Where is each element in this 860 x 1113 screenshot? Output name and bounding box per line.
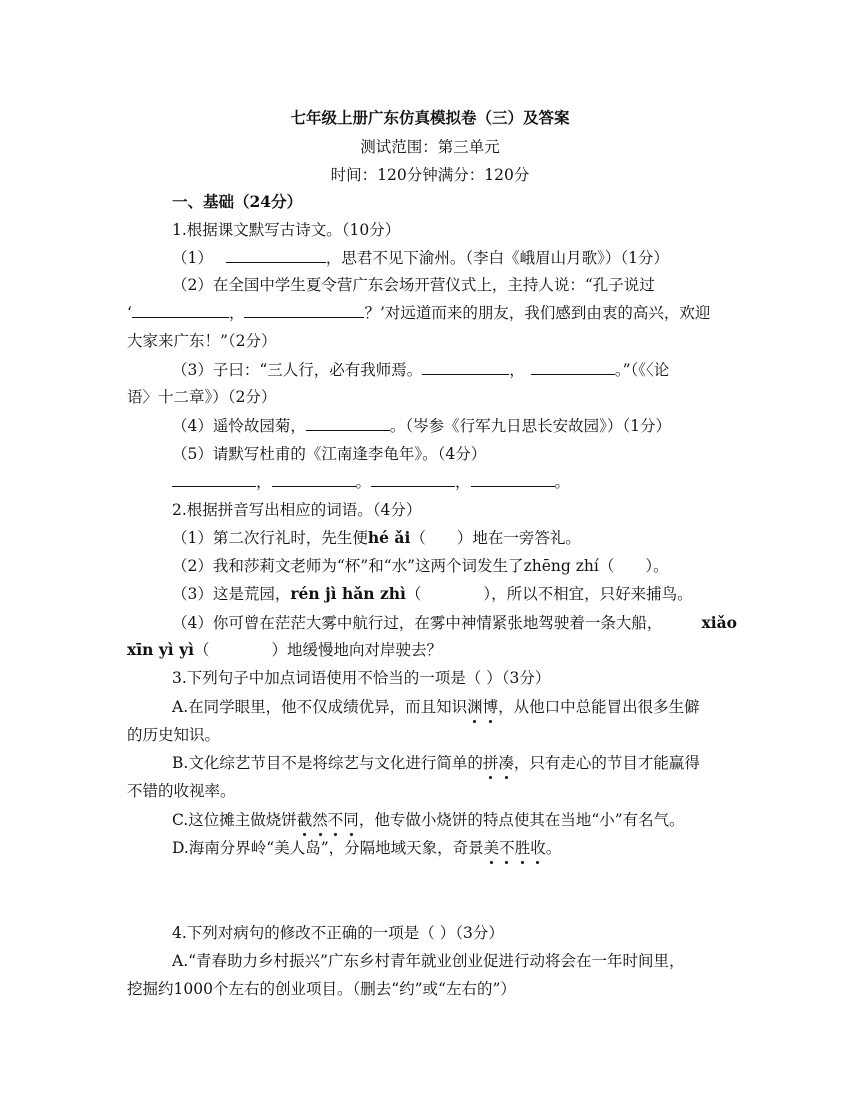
q2-item-4-tail: （ ）地缓慢地向对岸驶去？ xyxy=(193,641,442,659)
q1-item-3-blank-2[interactable] xyxy=(531,359,615,375)
q1-item-2-blank-2[interactable] xyxy=(244,302,364,318)
q3-option-a-line-1 xyxy=(172,696,737,718)
q1-item-5-period-1: 。 xyxy=(355,473,372,491)
q2-item-3-pinyin: rén jì hǎn zhì xyxy=(290,584,406,603)
q3-option-b-prefix: B.文化综艺节目不是将综艺与文化进行简单的 xyxy=(172,754,483,772)
q2-item-1-text: （1）第二次行礼时，先生便 xyxy=(172,529,368,547)
q1-item-3-text: （3）子曰：“三人行，必有我师焉。 xyxy=(172,361,423,379)
test-scope: 测试范围：第三单元 xyxy=(360,138,500,156)
q2-item-4-line-1 xyxy=(172,612,737,634)
q2-item-1-pinyin: hé ǎi xyxy=(367,528,411,547)
q1-item-5-period-2: 。 xyxy=(554,473,571,491)
q3-option-d-suffix: 。 xyxy=(545,839,562,857)
dotted-char: 凑 xyxy=(498,754,514,772)
q1-item-4-blank[interactable] xyxy=(306,415,390,431)
dotted-char: 胜 xyxy=(514,839,531,857)
page-title: 七年级上册广东仿真模拟卷（三）及答案 xyxy=(290,108,570,127)
q2-item-2-text: （2）我和莎莉文老师为“杯”和“水”这两个词发生了 xyxy=(172,557,524,575)
q3-option-c-prefix: C.这位摊主做烧饼 xyxy=(172,811,297,829)
q1-item-5-comma-2: ， xyxy=(455,473,471,491)
q3-option-c xyxy=(172,809,685,831)
q2-item-4-text: （4）你可曾在茫茫大雾中航行过，在雾中神情紧张地驾驶着一条大船， xyxy=(172,614,663,632)
q4-option-a-line-1 xyxy=(172,950,737,972)
q1-item-2-line-1: （2）在全国中学生夏令营广东会场开营仪式上，主持人说：“孔子说过 xyxy=(172,276,655,294)
q1-item-1-number: （1） xyxy=(172,249,213,267)
q3-option-d xyxy=(172,837,561,859)
section-heading-basics: 一、基础（24分） xyxy=(172,192,303,211)
q1-item-2-comma: ， xyxy=(228,304,245,322)
q3-option-c-suffix: ，他专做小烧饼的特点使其在当地“小”有名气。 xyxy=(358,811,685,829)
q1-item-1 xyxy=(172,247,669,269)
q4-option-a-text: A.“青春助力乡村振兴”广东乡村青年就业创业促进行动将会在一年时间里， xyxy=(172,952,685,970)
q1-item-4-text: （4）遥怜故园菊， xyxy=(172,417,306,435)
q1-item-5-blank-2[interactable] xyxy=(272,471,356,487)
dotted-char: 渊 xyxy=(467,698,483,716)
q1-item-2-text: ？’对远道而来的朋友，我们感到由衷的高兴，欢迎 xyxy=(364,304,711,322)
dotted-char: 博 xyxy=(482,698,499,716)
q1-heading: 1.根据课文默写古诗文。（10分） xyxy=(172,221,401,239)
q4-heading: 4.下列对病句的修改不正确的一项是（ ）（3分） xyxy=(172,924,504,942)
q2-item-1 xyxy=(172,527,581,549)
q1-item-4-tail: 。（岑参《行军九日思长安故园》）（1分） xyxy=(389,417,671,435)
dotted-char: 美 xyxy=(483,839,500,857)
q1-item-2-open-quote: ‘ xyxy=(127,304,132,322)
dotted-char: 收 xyxy=(530,839,546,857)
q3-heading: 3.下列句子中加点词语使用不恰当的一项是（ ）（3分） xyxy=(172,669,551,687)
q2-item-4-line-2 xyxy=(127,639,442,661)
q1-item-1-blank[interactable] xyxy=(226,247,326,263)
q2-item-2-pinyin: zhēng zhí xyxy=(523,557,599,575)
q2-item-1-tail: （ ）地在一旁答礼。 xyxy=(410,529,581,547)
q2-item-4-pinyin-part-1: xiǎo xyxy=(701,613,737,632)
q2-item-3 xyxy=(172,583,693,605)
q2-heading: 2.根据拼音写出相应的词语。（4分） xyxy=(172,501,422,519)
q1-item-5-blanks xyxy=(172,471,570,493)
q2-item-2-tail: （ ）。 xyxy=(598,557,669,575)
dotted-char: 同 xyxy=(343,811,359,829)
q1-item-5-prompt: （5）请默写杜甫的《江南逢李龟年》。（4分） xyxy=(172,445,487,463)
dotted-char: 截 xyxy=(296,811,313,829)
dotted-char: 然 xyxy=(312,811,328,829)
dotted-char: 拼 xyxy=(482,754,499,772)
q4-option-a-line-2: 挖掘约1000个左右的创业项目。（删去“约”或“左右的”） xyxy=(127,980,516,998)
q1-item-5-blank-1[interactable] xyxy=(172,471,256,487)
q2-item-4-pinyin-part-2: xīn yì yì xyxy=(127,640,194,659)
q1-item-5-blank-4[interactable] xyxy=(471,471,555,487)
q2-item-3-tail: （ ），所以不相宜，只好来捕鸟。 xyxy=(405,585,693,603)
q1-item-2-line-3: 大家来广东！”（2分） xyxy=(127,332,277,350)
q1-item-5-comma-1: ， xyxy=(256,473,272,491)
q1-item-4 xyxy=(172,415,671,437)
q1-item-3-comma: ， xyxy=(509,361,525,379)
q1-item-1-text: ，思君不见下渝州。（李白《峨眉山月歌》）（1分） xyxy=(325,249,669,267)
q3-option-a-suffix: ，从他口中总能冒出很多生僻 xyxy=(498,698,700,716)
q1-item-3-blank-1[interactable] xyxy=(422,359,509,375)
q1-item-5-blank-3[interactable] xyxy=(371,471,455,487)
time-and-score: 时间：120分钟满分：120分 xyxy=(330,166,530,184)
q1-item-3-tail: 。”（《〈论 xyxy=(614,361,670,379)
q3-option-b-line-2: 不错的收视率。 xyxy=(127,782,236,800)
q3-option-a-line-2: 的历史知识。 xyxy=(127,726,221,744)
q3-option-b-line-1 xyxy=(172,752,700,774)
q1-item-2-line-2 xyxy=(127,302,710,324)
q3-option-a-prefix: A.在同学眼里，他不仅成绩优异，而且知识 xyxy=(172,698,468,716)
q2-item-3-text: （3）这是荒园， xyxy=(172,585,291,603)
q2-item-2 xyxy=(172,555,669,577)
q3-option-b-suffix: ，只有走心的节目才能赢得 xyxy=(513,754,700,772)
q3-option-a-text xyxy=(172,696,700,718)
dotted-char: 不 xyxy=(327,811,344,829)
q1-item-3-line-1 xyxy=(172,359,669,381)
q1-item-3-line-2: 语〉十二章》）（2分） xyxy=(127,388,277,406)
q3-option-d-prefix: D.海南分界岭“美人岛”，分隔地域天象，奇景 xyxy=(172,839,484,857)
dotted-char: 不 xyxy=(499,839,515,857)
q1-item-2-blank-1[interactable] xyxy=(132,302,229,318)
